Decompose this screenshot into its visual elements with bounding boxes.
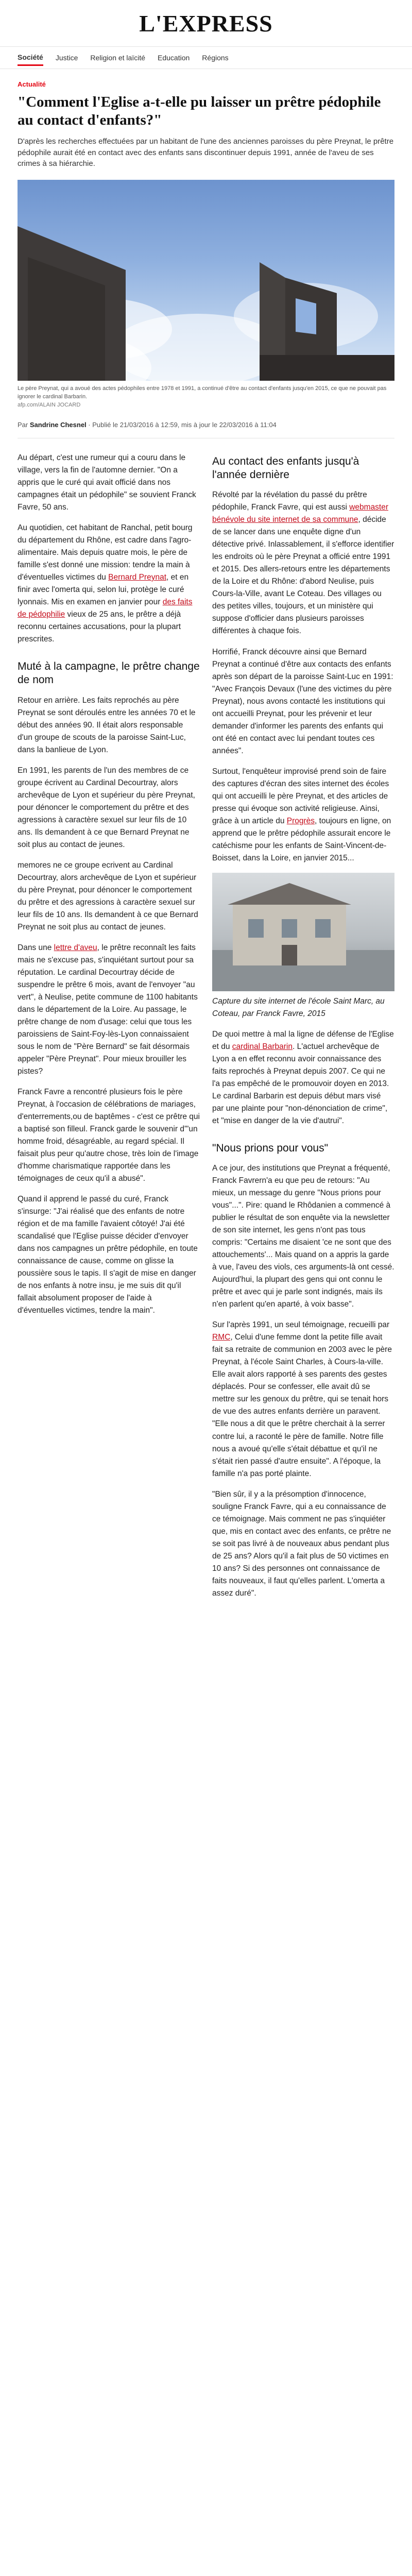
link-faits-pedophilie[interactable]: des faits de pédophilie	[18, 597, 193, 619]
article-rubric[interactable]: Actualité	[18, 80, 46, 88]
article-lead: D'après les recherches effectuées par un habitant de l'une des anciennes paroisses du père Preynat, le prêtre pédophile aurait été en contact avec des enfants sans discontinuer depuis 1991, année de l'aveu de ses crimes à sa hiérarchie.	[18, 137, 394, 168]
byline	[18, 421, 394, 438]
hero-credit: afp.com/ALAIN JOCARD	[18, 401, 81, 408]
right-column	[212, 452, 394, 1608]
nav-item-regions[interactable]: Régions	[202, 54, 229, 62]
paragraph: En 1991, les parents de l'un des membres de ce groupe écrivent au Cardinal Decourtray, alors archevêque de Lyon et supérieur du père Preynat, pour dénoncer le comportement du prêtre et des agressions à caractère sexuel sur leur fils de 10 ans. Ils demandent à ce que Bernard Preynat ne soit plus au contact de jeunes.	[18, 766, 195, 849]
hero-caption-text: Le père Preynat, qui a avoué des actes pédophiles entre 1978 et 1991, a continué d'être au contact d'enfants jusqu'en 2015, ce que ne pouvait pas ignorer le cardinal Barbarin.	[18, 385, 387, 400]
link-cardinal-barbarin[interactable]: cardinal Barbarin	[232, 1042, 293, 1051]
nav-item-religion[interactable]: Religion et laïcité	[90, 54, 146, 62]
link-webmaster-site[interactable]: webmaster bénévole du site internet de sa commune	[212, 503, 389, 524]
paragraph: Surtout, l'enquêteur improvisé prend soin de faire des captures d'écran des sites internet des écoles qui ont accueilli le père Preynat, et des articles de presse qui évoque son activité religieuse. Ainsi, grâce à un article du Progrès, toujours en ligne, on apprend que le prêtre pédophile assurait encore le catéchisme pour les enfants de Saint-Vincent-de-Boisset, dans la Loire, en janvier 2015...	[212, 767, 391, 862]
paragraph: Au départ, c'est une rumeur qui a couru dans le village, vers la fin de l'automne dernier. "On a appris que le curé qui avait officié dans nos campagnes était un pédophile" se souvient Franck Favre, 50 ans.	[18, 453, 196, 512]
link-lettre-aveu[interactable]: lettre d'aveu	[54, 943, 97, 952]
paragraph: Au quotidien, cet habitant de Ranchal, petit bourg du département du Rhône, est cadre dans l'agro-alimentaire. Mais depuis quatre mois, le père de famille s'est donné une mission: tendre la main à d'éventuelles victimes du Bernard Preynat, et en finir avec l'omerta qui, selon lui, protège le curé lyonnais. Mis en examen en janvier pour des faits de pédophilie vieux de 25 ans, le prêtre a déjà reconnu certaines accusations, pour la plupart prescrites.	[18, 523, 193, 644]
church-tower-illustration	[18, 180, 394, 381]
section-heading: "Nous prions pour vous"	[212, 1142, 329, 1154]
article	[0, 80, 412, 1608]
hero-figure	[18, 180, 394, 410]
paragraph: "Bien sûr, il y a la présomption d'innocence, souligne Franck Favre, qui a eu connaissance de ce témoignage. Mais comment ne pas s'inquiéter que, mis en contact avec des enfants, ce prêtre ne se soit pas livré à de nouveaux abus pendant plus de 25 ans? Alors qu'il a fait plus de 50 victimes en 10 ans? Si des personnes ont connaissance de faits nouveaux, il faut qu'elles parlent. L'omerta a assez duré".	[212, 1489, 391, 1598]
section-nav	[0, 46, 412, 69]
paragraph: Quand il apprend le passé du curé, Franck s'insurge: "J'ai réalisé que des enfants de notre région et de ma famille l'avaient côtoyé! J'ai été scandalisé que l'Eglise puisse décider d'envoyer dans nos campagnes un prêtre pédophile, en toute connaissance de cause, comme on glisse la poussière sous le tapis. Il s'agit de mise en danger de nos enfants à notre insu, je me suis dit qu'il fallait absolument proposer de l'aide à d'éventuelles victimes, tendre la main".	[18, 1195, 198, 1315]
section-heading: Muté à la campagne, le prêtre change de nom	[18, 660, 200, 686]
nav-item-education[interactable]: Education	[158, 54, 190, 62]
paragraph: Sur l'après 1991, un seul témoignage, recueilli par RMC, Celui d'une femme dont la petite fille avait fait sa retraite de communion en 2003 avec le père Preynat, à l'école Saint Charles, à Cours-la-ville. Elle avait alors rapporté à ses parents des gestes déplacés. Pour se confesser, elle avait dû se mettre sur les genoux du prêtre, qui se tenait hors de vue des autres enfants derrière un paravent. "Elle nous a dit que le prêtre cherchait à la serrer contre lui, a raconté le père de famille. Notre fille nous a avoué qu'elle s'était débattue et qu'il ne s'était rien passé d'autre ensuite". A l'époque, la famille n'a pas porté plainte.	[212, 1320, 392, 1478]
figure-caption: Capture du site internet de l'école Saint Marc, au Coteau, par Franck Favre, 2015	[212, 996, 385, 1018]
school-building-illustration	[212, 873, 394, 991]
hero-image	[18, 180, 394, 381]
paragraph: Révolté par la révélation du passé du prêtre pédophile, Franck Favre, qui est aussi webmaster bénévole du site internet de sa commune, décide de se lancer dans une enquête digne d'un détective privé. Inlassablement, il s'efforce identifier les endroits où le père Preynat a officié entre 1991 et 2015. Des allers-retours entre les départements de la Loire et du Rhône: d'abord Neulise, puis Cours-la-Ville, avant Le Coteau. Des villages ou des petites villes, toujours, et un ministère qui suppose d'officier dans plusieurs paroisses différentes à chaque fois.	[212, 490, 394, 636]
link-progres[interactable]: Progrès	[286, 816, 315, 825]
article-headline: "Comment l'Eglise a-t-elle pu laisser un prêtre pédophile au contact d'enfants?"	[18, 94, 381, 129]
section-heading: Au contact des enfants jusqu'à l'année dernière	[212, 455, 359, 481]
nav-item-justice[interactable]: Justice	[55, 54, 78, 62]
byline-author[interactable]: Sandrine Chesnel	[29, 420, 87, 429]
paragraph: Retour en arrière. Les faits reprochés au père Preynat se sont déroulés entre les années 70 et le début des années 90. Il était alors responsable d'un groupe de scouts de la paroisse Saint-Luc, dans la banlieue de Lyon.	[18, 696, 196, 754]
paragraph: De quoi mettre à mal la ligne de défense de l'Eglise et du cardinal Barbarin. L'actuel archevêque de Lyon a en effet reconnu avoir connaissance des faits reprochés à Preynat depuis 2007. Ce qui ne l'a pas empêché de le promouvoir doyen en 2013. Le cardinal Barbarin est depuis début mars visé par une plainte pour "non-dénonciation de crime", et "mise en danger de la vie d'autrui".	[212, 1029, 394, 1125]
byline-separator: ·	[88, 420, 91, 429]
nav-item-societe[interactable]: Société	[18, 50, 43, 66]
paragraph: Horrifié, Franck découvre ainsi que Bernard Preynat a continué d'être aux contacts des enfants après son départ de la paroisse Saint-Luc en 1991: "Avec François Devaux (l'une des victimes du père Preynat), nous avons contacté les institutions qui ont accueilli Preynat, pour les prévenir et leur demander d'informer les parents des enfants qui ont été en contact avec lui pendant toutes ces années".	[212, 647, 393, 755]
hero-caption	[18, 385, 394, 410]
paragraph: A ce jour, des institutions que Preynat a fréquenté, Franck Favrern'a eu que peu de retours: "Au mieux, un message du genre "Nous prions pour vous"...". Pire: quand le Rhôdanien a commencé à publier le résultat de son enquête via la newsletter de son site internet, les gens n'ont pas tous compris: "Certains me disaient 'ce ne sont que des attouchements'... Mais quand on a appris la garde à vue, l'aveu des viols, ces arguments-là ont cessé. Aujourd'hui, la plupart des gens qui ont connu le prêtre et avec qui je parle sont indignés, mais ils n'en parlent qu'en aparté, à voix basse".	[212, 1164, 394, 1309]
school-screenshot-image	[212, 873, 394, 991]
byline-prefix: Par	[18, 420, 28, 429]
paragraph: Franck Favre a rencontré plusieurs fois le père Preynat, à l'occasion de célébrations de mariages, d'enterrements,ou de baptêmes - c'est ce prêtre qui a baptisé son filleul. Franck garde le souvenir d'"un homme froid, désagréable, au regard spécial. Il faisait plus peur qu'autre chose, très loin de l'image d'homme charismatique rapportée dans les témoignages de ceux qu'il a abusé".	[18, 1088, 200, 1183]
masthead	[0, 0, 412, 46]
article-body	[18, 452, 394, 1608]
paragraph: memores ne ce groupe ecrivent au Cardinal Decourtray, alors archevêque de Lyon et supérieur du père Preynat, pour dénoncer le comportement du prêtre et des agressions à caractère sexuel sur leur fils de 10 ans. Ils demandent à ce que Bernard Preynat ne soit plus au contact de jeunes.	[18, 860, 198, 931]
site-logo[interactable]: L'EXPRESS	[139, 10, 273, 37]
paragraph: Dans une lettre d'aveu, le prêtre reconnaît les faits mais ne s'excuse pas, s'inquiétant surtout pour sa réputation. Le cardinal Decourtray décide de suspendre le prêtre 6 mois, avant de l'envoyer "au vert", à Neulise, petite commune de 1100 habitants dans le département de la Loire. Au passage, le prêtre change de nom d'usage: celui que tous les paroissiens de Saint-Foy-lès-Lyon connaissaient sous le nom de "Père Bernard" se fait désormais appeler "Père Preynat". Pour mieux brouiller les pistes?	[18, 943, 198, 1076]
link-rmc[interactable]: RMC	[212, 1333, 231, 1342]
link-bernard-preynat[interactable]: Bernard Preynat	[108, 572, 167, 582]
left-column	[18, 452, 200, 1608]
byline-dates: Publié le 21/03/2016 à 12:59, mis à jour le 22/03/2016 à 11:04	[92, 420, 277, 429]
